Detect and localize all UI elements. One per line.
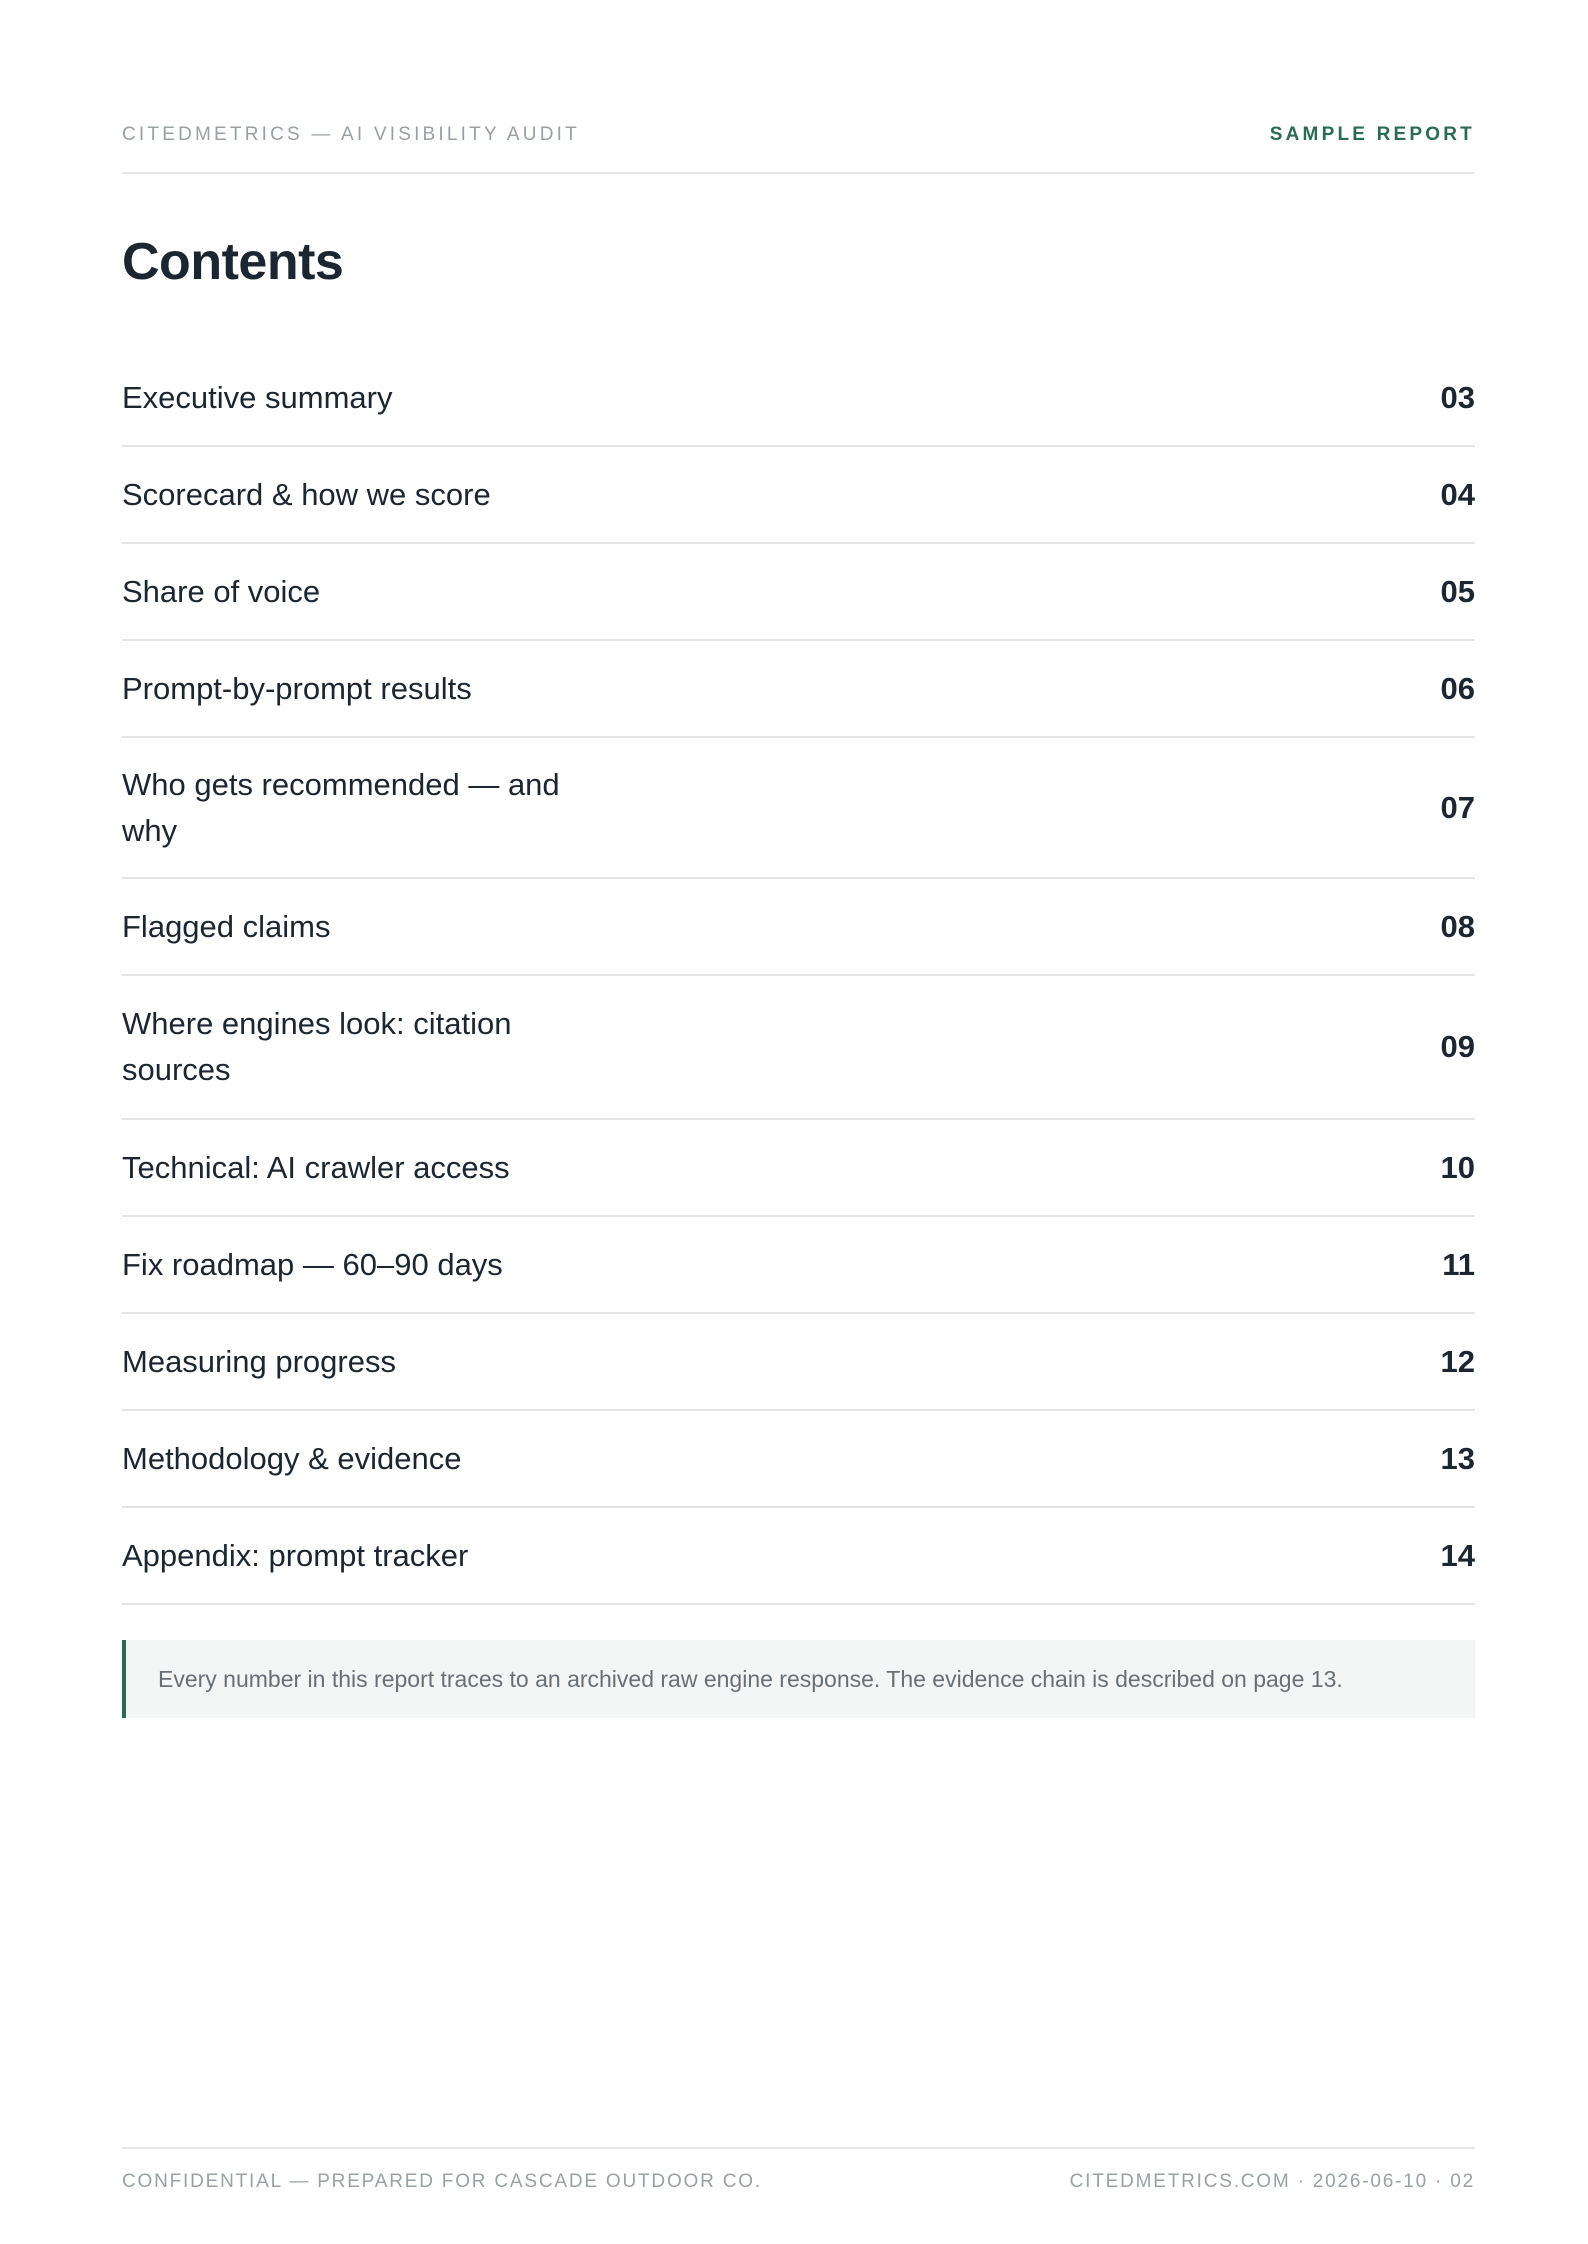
toc-item-label: Measuring progress: [122, 1343, 396, 1379]
toc-item-label: Methodology & evidence: [122, 1440, 462, 1476]
toc-item-prompt-results[interactable]: [122, 641, 1475, 738]
toc-item-scorecard[interactable]: [122, 447, 1475, 544]
toc-item-label: Scorecard & how we score: [122, 476, 491, 512]
toc-item-page-number: 04: [1440, 476, 1475, 512]
toc-item-label: Technical: AI crawler access: [122, 1149, 510, 1185]
toc-item-page-number: 13: [1440, 1440, 1475, 1476]
toc-item-appendix[interactable]: [122, 1508, 1475, 1605]
toc-item-label: Appendix: prompt tracker: [122, 1537, 469, 1573]
toc-item-label: Share of voice: [122, 573, 321, 609]
toc-item-measuring-progress[interactable]: [122, 1314, 1475, 1411]
header-report-type: SAMPLE REPORT: [1269, 124, 1475, 145]
footer-confidential: CONFIDENTIAL — PREPARED FOR CASCADE OUTDOOR CO.: [122, 2171, 762, 2192]
toc-item-page-number: 14: [1440, 1537, 1475, 1573]
toc-item-citation-sources[interactable]: [122, 976, 1475, 1120]
toc-item-page-number: 08: [1440, 908, 1475, 944]
toc-item-executive-summary[interactable]: [122, 350, 1475, 447]
toc-item-crawler-access[interactable]: [122, 1120, 1475, 1217]
toc-item-flagged-claims[interactable]: [122, 879, 1475, 976]
toc-item-fix-roadmap[interactable]: [122, 1217, 1475, 1314]
toc-item-page-number: 06: [1440, 670, 1475, 706]
report-page: [122, 0, 1475, 2244]
toc-item-label: Executive summary: [122, 379, 393, 415]
toc-item-label: Who gets recommended — and why: [122, 766, 560, 848]
toc-item-page-number: 07: [1440, 789, 1475, 825]
toc-item-page-number: 10: [1440, 1149, 1475, 1185]
toc-item-label: Prompt-by-prompt results: [122, 670, 472, 706]
toc-item-methodology[interactable]: [122, 1411, 1475, 1508]
toc-item-label: Where engines look: citation sources: [122, 1006, 512, 1087]
toc-item-share-of-voice[interactable]: [122, 544, 1475, 641]
toc-item-page-number: 11: [1442, 1246, 1475, 1282]
table-of-contents: [122, 350, 1475, 1605]
page-footer: [122, 2147, 1475, 2197]
toc-item-who-gets-recommended[interactable]: [122, 738, 1475, 879]
footer-site-date-page: CITEDMETRICS.COM · 2026-06-10 · 02: [1069, 2171, 1475, 2192]
toc-item-page-number: 09: [1440, 1029, 1475, 1064]
header-report-name: CITEDMETRICS — AI VISIBILITY AUDIT: [122, 124, 580, 145]
toc-item-label: Flagged claims: [122, 908, 331, 944]
evidence-note: [122, 1640, 1475, 1718]
toc-item-label: Fix roadmap — 60–90 days: [122, 1246, 503, 1282]
page-header: [122, 118, 1475, 174]
page-title: Contents: [122, 233, 344, 291]
toc-item-page-number: 05: [1440, 573, 1475, 609]
toc-item-page-number: 12: [1440, 1343, 1475, 1379]
toc-item-page-number: 03: [1440, 379, 1475, 415]
evidence-note-text: Every number in this report traces to an archived raw engine response. The evidence chain is described on page 13.: [158, 1665, 1343, 1692]
